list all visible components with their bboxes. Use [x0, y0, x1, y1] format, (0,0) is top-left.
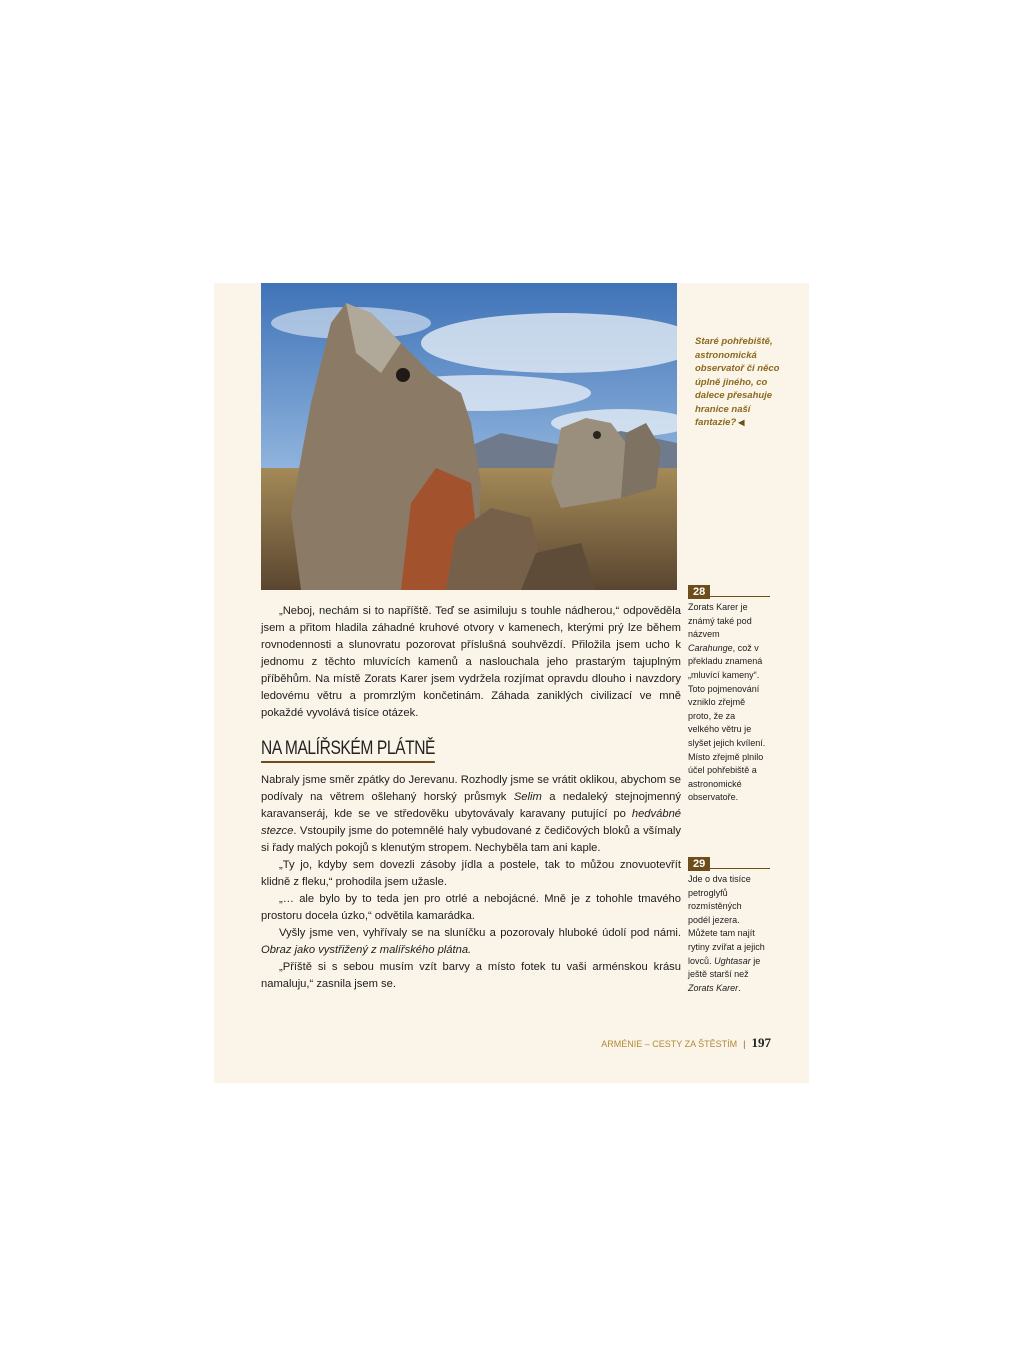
stone-photo-illustration [261, 283, 677, 590]
section-paragraph-4 [261, 925, 681, 959]
text-run: . Vstoupily jsme do potemnělé haly vybudované z čedičových bloků a všímaly si řady malých pokojů s klenutým stropem. Nechyběla tam ani kaple. [261, 825, 681, 854]
section-paragraph-3: „… ale bylo by to teda jen pro otrlé a nebojácné. Mně je z tohohle tmavého prostoru docela úzko,“ odvětila kamarádka. [261, 893, 681, 922]
footer-separator: | [743, 1039, 746, 1049]
text-run: a nedaleký stejnojmenný karavanseráj, kde se ve středověku ubytovávaly karavany putující po [261, 791, 681, 820]
italic-text: Ughtasar [714, 955, 751, 967]
italic-text: Zorats Karer [688, 982, 739, 994]
italic-text: Obraz jako vystřižený z malířského plátna. [261, 944, 472, 956]
section-body [261, 772, 681, 993]
text-run: . [738, 982, 741, 994]
caption-text: Staré pohřebiště, astronomická observatoř či něco úplně jiného, co dalece přesahuje hranice naší fantazie? [695, 336, 780, 428]
text-run: Zorats Karer je známý také pod názvem [688, 602, 752, 641]
text-run: je ještě starší než [688, 955, 761, 981]
italic-text: Selim [513, 791, 542, 803]
running-title: ARMÉNIE – CESTY ZA ŠTĚSTÍM [601, 1039, 738, 1049]
sidenote-28 [688, 601, 766, 805]
text-run: Vyšly jsme ven, vyhřívaly se na sluníčku a pozorovaly hluboké údolí pod námi. [279, 927, 681, 939]
photo-caption [695, 335, 785, 430]
section-paragraph-1 [261, 772, 681, 857]
note-number-badge: 28 [688, 585, 710, 599]
text-run: , což v překladu znamená „mluvící kameny“. Toto pojmenování vzniklo zřejmě proto, že za velkého větru je slyšet jejich kvílení. Místo zřejmě plnilo účel pohřebiště a astronomické observatoře. [688, 642, 766, 804]
note-header-28 [688, 582, 770, 597]
italic-text: Carahunge [688, 642, 733, 654]
section-paragraph-5: „Příště si s sebou musím vzít barvy a místo fotek tu vaši arménskou krásu namaluju,“ zasnila jsem se. [261, 961, 681, 990]
text-run: Jde o dva tisíce petroglyfů rozmístěných podél jezera. Můžete tam najít rytiny zvířat a jejich lovců. [688, 874, 765, 967]
caption-arrow-icon: ◀ [738, 418, 745, 427]
text-run: Nabraly jsme směr zpátky do Jerevanu. Rozhodly jsme se vrátit oklikou, abychom se podívaly na větrem ošlehaný horský průsmyk [261, 774, 681, 803]
section-paragraph-2: „Ty jo, kdyby sem dovezli zásoby jídla a postele, tak to můžou znovuotevřít klidně z fleku,“ prohodila jsem užasle. [261, 859, 681, 888]
book-page [214, 283, 809, 1083]
note-header-29 [688, 854, 770, 869]
italic-text: hedvábné stezce [261, 808, 682, 837]
note-number-badge: 29 [688, 857, 710, 871]
sidenote-29 [688, 873, 766, 995]
intro-paragraph: „Neboj, nechám si to napříště. Teď se asimiluju s touhle nádherou,“ odpověděla jsem a přitom hladila záhadné kruhové otvory v kamenech, kterými prý lze během rovnodennosti a slunovratu pozorovat příslušná souhvězdí. Přiložila jsem ucho k jednomu z těchto mluvících kamenů a naslouchala jeho prastarým tajuplným příběhům. Na místě Zorats Karer jsem vydržela rozjímat opravdu dlouho i navzdory ledovému větru a promrzlým končetinám. Záhada zaniklých civilizací ve mně pokaždé vyvolává tisíce otázek. [261, 605, 681, 719]
page-number: 197 [751, 1035, 771, 1050]
page-footer [601, 1035, 771, 1051]
intro-paragraph-block [261, 603, 681, 722]
stone-photo [261, 283, 677, 590]
section-heading: NA MALÍŘSKÉM PLÁTNĚ [261, 738, 435, 763]
